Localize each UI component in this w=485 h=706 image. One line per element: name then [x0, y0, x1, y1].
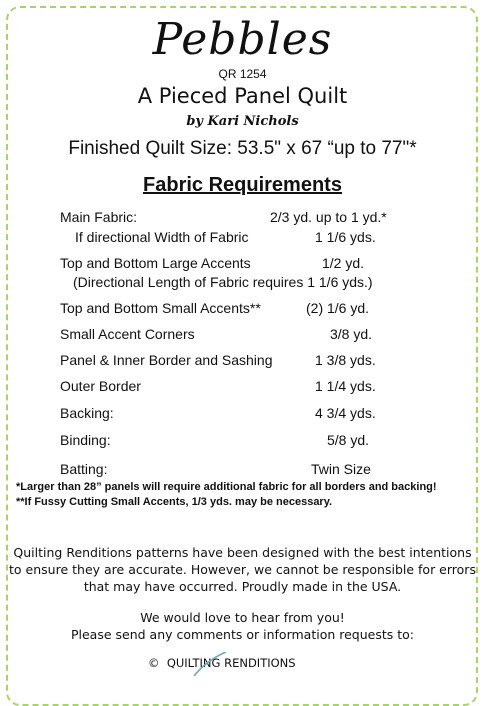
req-item: Top and Bottom Small Accents** — [60, 300, 261, 316]
req-item: Outer Border — [60, 378, 141, 394]
brand-name: QUILTING RENDITIONS — [166, 656, 296, 670]
req-item: Panel & Inner Border and Sashing — [60, 352, 273, 368]
req-amount: (2) 1/6 yd. — [306, 300, 370, 316]
req-item: If directional Width of Fabric — [75, 229, 249, 245]
req-amount: 3/8 yd. — [330, 326, 373, 342]
req-note: (Directional Length of Fabric requires 1 1/6 yds.) — [73, 274, 373, 290]
pattern-subtitle: A Pieced Panel Quilt — [137, 84, 348, 108]
note-larger-panels: *Larger than 28” panels will require additional fabric for all borders and backing! — [16, 481, 437, 493]
fabric-requirements-heading: Fabric Requirements — [143, 174, 342, 196]
copyright-symbol: © — [148, 656, 160, 670]
req-amount: 1 1/4 yds. — [315, 378, 376, 394]
req-item: Main Fabric: — [60, 209, 138, 225]
req-amount: Twin Size — [311, 461, 371, 477]
contact-line: We would love to hear from you! — [140, 610, 345, 625]
note-fussy-cutting: **If Fussy Cutting Small Accents, 1/3 yds. may be necessary. — [16, 496, 333, 508]
req-item: Batting: — [60, 461, 108, 477]
contact-line: Please send any comments or information requests to: — [70, 627, 415, 642]
req-amount: 4 3/4 yds. — [315, 405, 376, 421]
req-item: Small Accent Corners — [60, 326, 195, 342]
req-amount: 5/8 yd. — [327, 432, 370, 448]
req-amount: 1 3/8 yds. — [315, 352, 376, 368]
logo-swoosh-icon — [190, 652, 230, 676]
req-item: Binding: — [60, 432, 111, 448]
req-item: Backing: — [60, 405, 114, 421]
req-amount: 1/2 yd. — [322, 255, 365, 271]
designer-byline: by Kari Nichols — [186, 114, 299, 129]
req-item: Top and Bottom Large Accents — [60, 255, 251, 271]
finished-size: Finished Quilt Size: 53.5" x 67 “up to 77"* — [68, 138, 417, 159]
pattern-title: Pebbles — [152, 14, 333, 65]
req-amount: 1 1/6 yds. — [315, 229, 376, 245]
disclaimer-line: Quilting Renditions patterns have been designed with the best intentions — [13, 545, 472, 560]
pattern-code: QR 1254 — [218, 67, 267, 81]
disclaimer-line: to ensure they are accurate. However, we cannot be responsible for errors — [9, 562, 476, 577]
disclaimer-line: that may have occurred. Proudly made in the USA. — [83, 579, 402, 594]
req-amount: 2/3 yd. up to 1 yd.* — [270, 209, 387, 225]
